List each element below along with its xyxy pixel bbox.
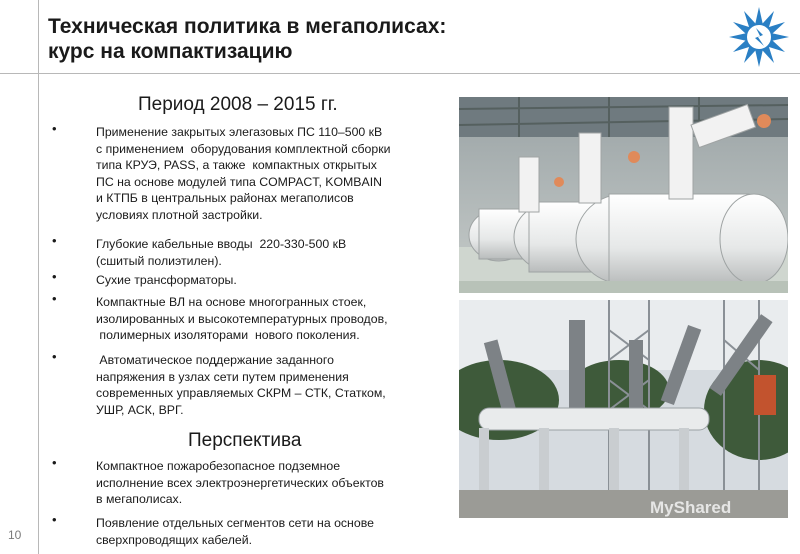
bullet-line: типа КРУЭ, PASS, а также компактных открытых [96, 158, 377, 173]
horizontal-divider [0, 73, 800, 74]
bullet-text [96, 458, 451, 508]
bullet-text [96, 294, 451, 344]
bullet-marker: • [52, 121, 57, 136]
title-line-2: курс на компактизацию [48, 40, 293, 63]
bullet-line: Сухие трансформаторы. [96, 273, 237, 287]
vertical-divider [38, 0, 39, 554]
bullet-text [96, 236, 451, 269]
bullet-line: с применением оборудования комплектной сборки [96, 141, 391, 156]
bullet-line: изолированных и высокотемпературных проводов, [96, 311, 388, 326]
company-logo-icon [726, 4, 792, 70]
perspective-heading: Перспектива [188, 430, 302, 451]
bullet-line: ПС на основе модулей типа COMPACT, KOMBAIN [96, 174, 382, 189]
bullet-line: Компактное пожаробезопасное подземное [96, 459, 341, 473]
bullet-line: в мегаполисах. [96, 492, 183, 507]
bullet-line: УШР, АСК, ВРГ. [96, 402, 184, 417]
bullet-marker: • [52, 349, 57, 364]
bullet-line: и КТПБ в центральных районах мегаполисов [96, 191, 354, 206]
bullet-line: (сшитый полиэтилен). [96, 253, 222, 268]
watermark-text: MyShared [650, 498, 732, 517]
bullet-line: современных управляемых СКРМ – СТК, Статком, [96, 386, 386, 401]
slide-title [48, 14, 446, 64]
page-number: 10 [8, 528, 22, 542]
bullet-line: полимерных изоляторами нового поколения. [96, 328, 360, 343]
bullet-marker: • [52, 291, 57, 306]
bullet-line: Глубокие кабельные вводы 220-330-500 кВ [96, 237, 347, 251]
bullet-line: исполнение всех электроэнергетических объектов [96, 475, 384, 490]
bullet-line: Компактные ВЛ на основе многогранных стоек, [96, 295, 367, 309]
title-line-1: Техническая политика в мегаполисах: [48, 15, 447, 38]
bullet-text [96, 515, 451, 548]
bullet-line: условиях плотной застройки. [96, 207, 263, 222]
period-heading: Период 2008 – 2015 гг. [138, 94, 338, 115]
gis-substation-photo [459, 97, 788, 293]
bullet-line: сверхпроводящих кабелей. [96, 532, 253, 547]
bullet-marker: • [52, 269, 57, 284]
bullet-marker: • [52, 455, 57, 470]
bullet-line: напряжения в узлах сети путем применения [96, 369, 349, 384]
bullet-line: Появление отдельных сегментов сети на основе [96, 516, 374, 530]
bullet-text [96, 272, 451, 289]
bullet-text [96, 352, 451, 418]
bullet-line: Автоматическое поддержание заданного [96, 353, 334, 367]
bullet-marker: • [52, 233, 57, 248]
outdoor-switchgear-photo [459, 300, 788, 518]
bullet-text [96, 124, 451, 224]
bullet-line: Применение закрытых элегазовых ПС 110–500 кВ [96, 125, 383, 139]
bullet-marker: • [52, 512, 57, 527]
